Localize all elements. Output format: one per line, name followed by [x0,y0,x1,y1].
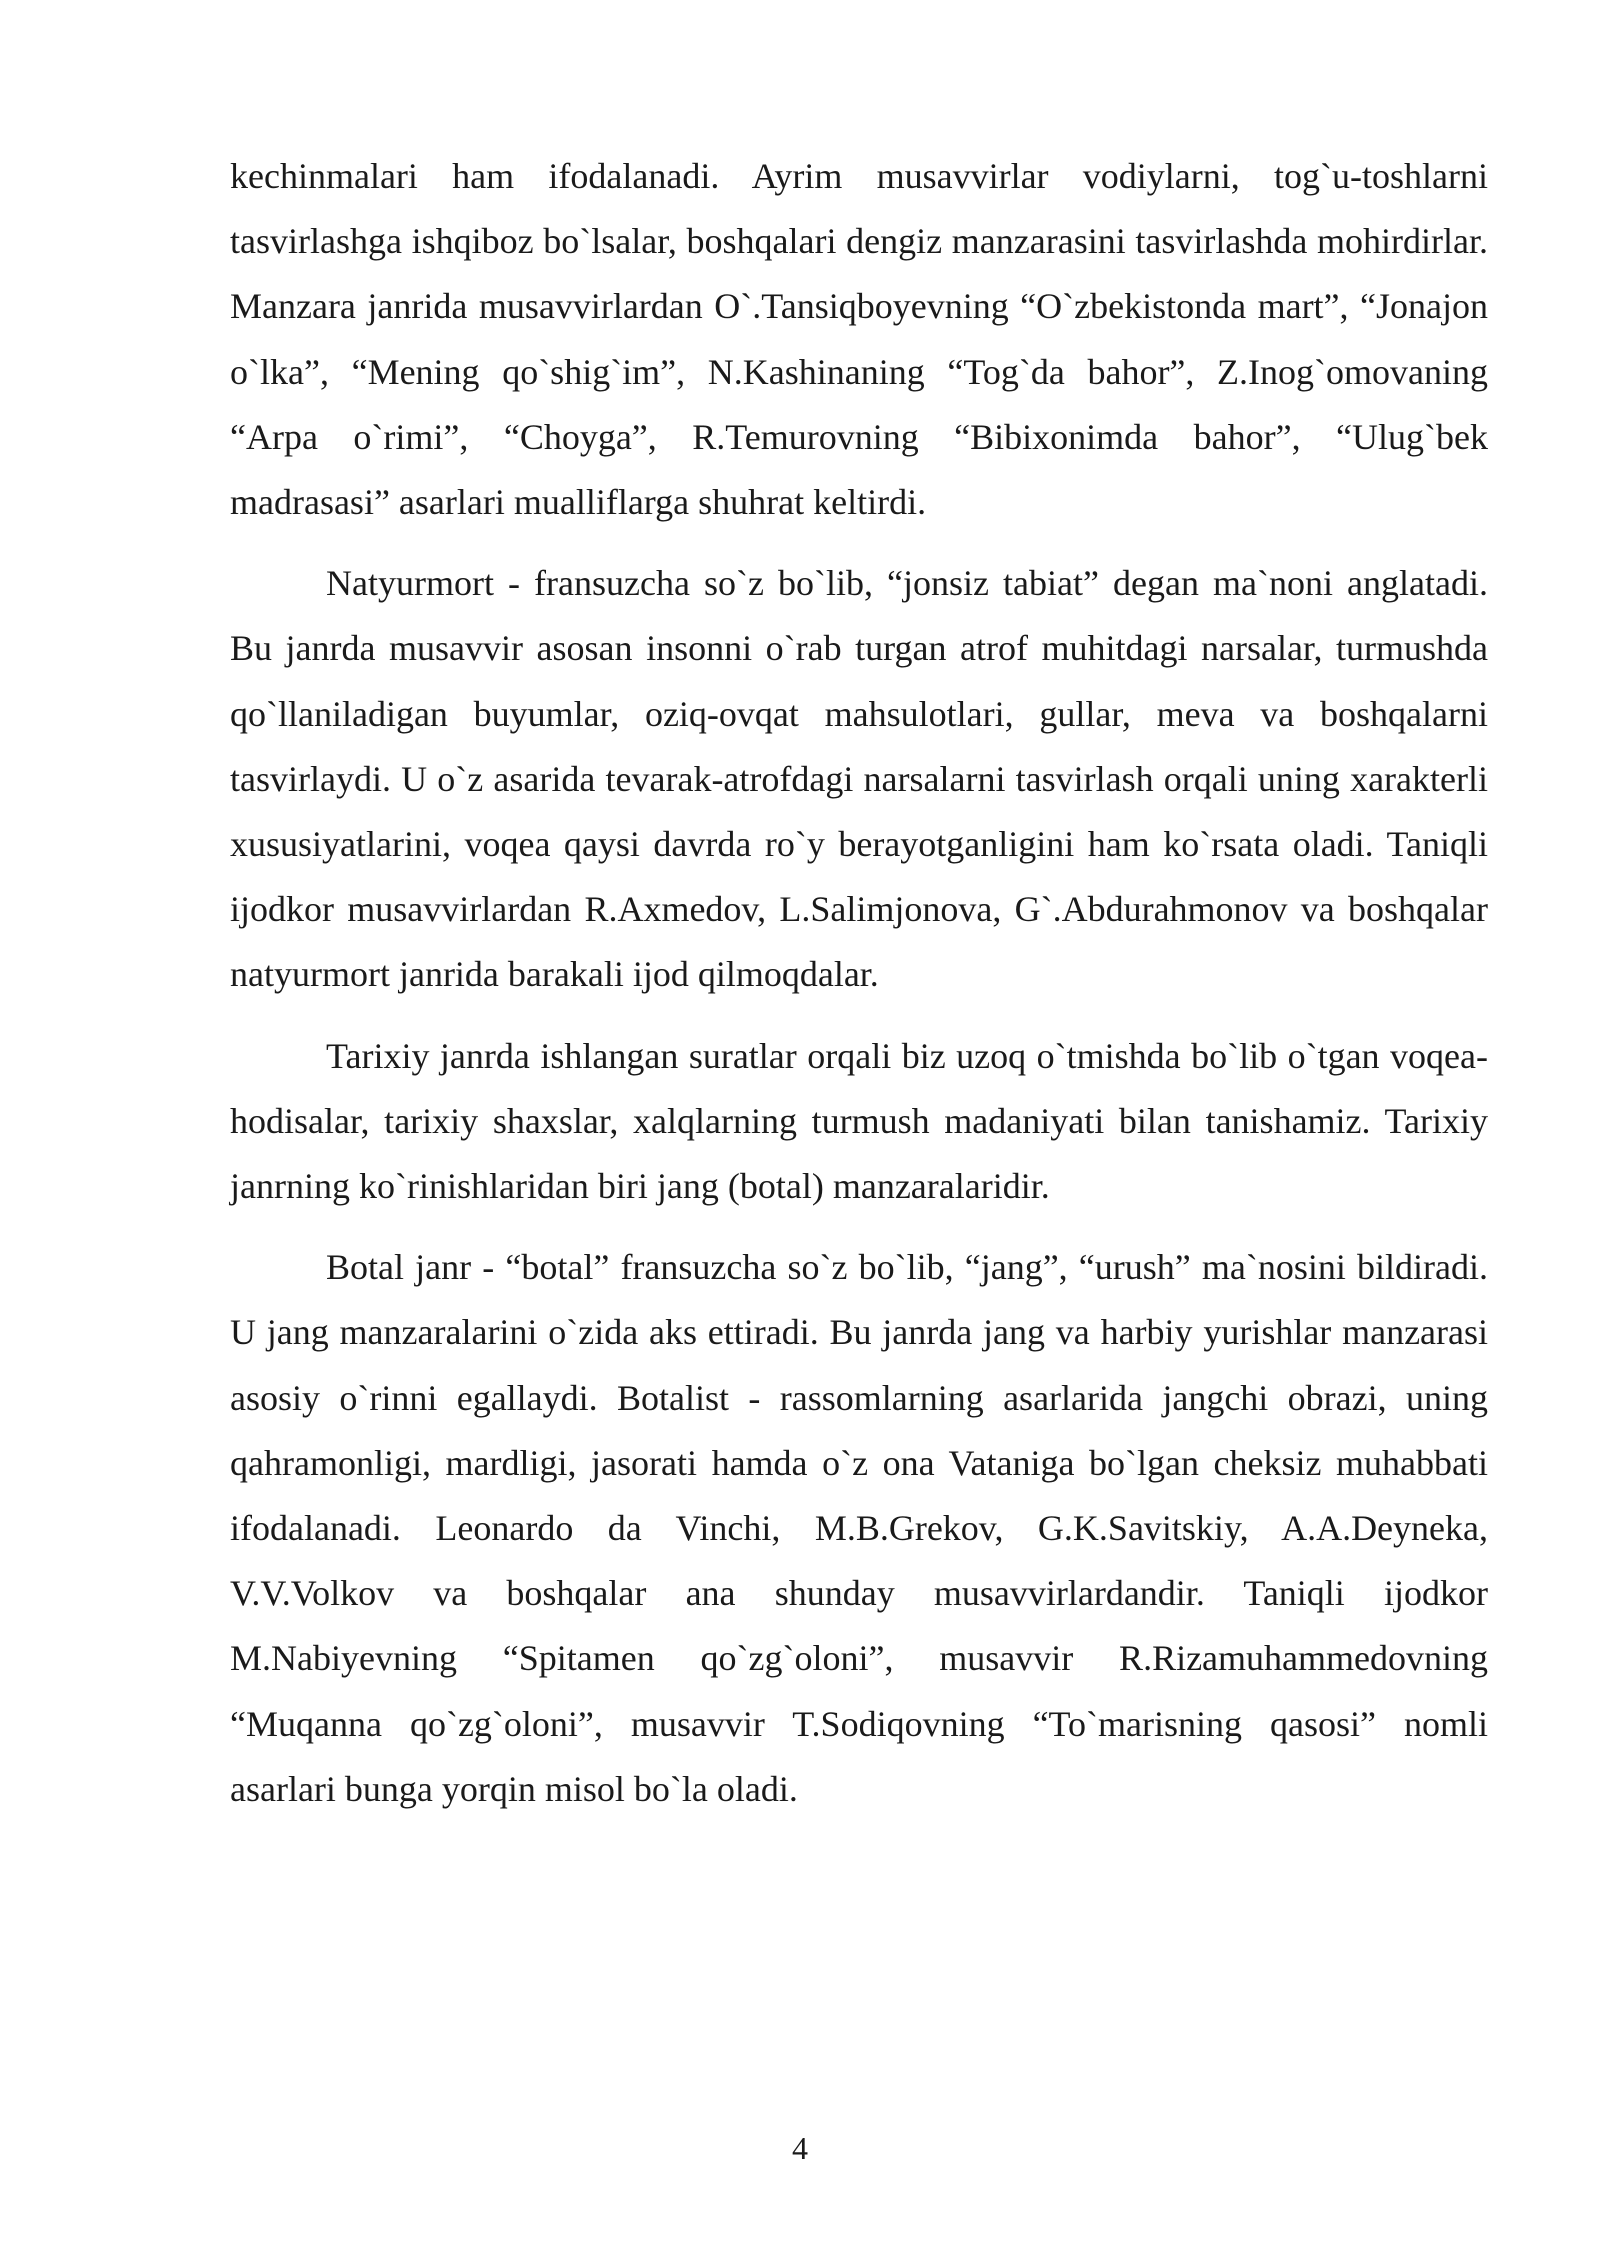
paragraph-tarixiy-janr: Tarixiy janrda ishlangan suratlar orqali biz uzoq o`tmishda bo`lib o`tgan voqea-hodisalar, tarixiy shaxslar, xalqlarning turmush madaniyati bilan tanishamiz. Tarixiy janrning ko`rinishlaridan biri jang (botal) manzaralaridir. [230,1035,1488,1207]
paragraph-natyurmort: Natyurmort - fransuzcha so`z bo`lib, “jonsiz tabiat” degan ma`noni anglatadi. Bu janrda musavvir asosan insonni o`rab turgan atrof muhitdagi narsalar, turmushda qo`llaniladigan buyumlar, oziq-ovqat mahsulotlari, gullar, meva va boshqalarni tasvirlaydi. U o`z asarida tevarak-atrofdagi narsalarni tasvirlash orqali uning xarakterli xususiyatlarini, voqea qaysi davrda ro`y berayotganligini ham ko`rsata oladi. Taniqli ijodkor musavvirlardan R.Axmedov, L.Salimjonova, G`.Abdurahmonov va boshqalar natyurmort janrida barakali ijod qilmoqdalar. [230,563,1488,995]
document-body [230,144,1488,1838]
page-number: 4 [792,2130,808,2166]
paragraph-botal-janr: Botal janr - “botal” fransuzcha so`z bo`lib, “jang”, “urush” ma`nosini bildiradi. U jang manzaralarini o`zida aks ettiradi. Bu janrda jang va harbiy yurishlar manzarasi asosiy o`rinni egallaydi. Botalist - rassomlarning asarlarida jangchi obrazi, uning qahramonligi, mardligi, jasorati hamda o`z ona Vataniga bo`lgan cheksiz muhabbati ifodalanadi. Leonardo da Vinchi, M.B.Grekov, G.K.Savitskiy, A.A.Deyneka, V.V.Volkov va boshqalar ana shunday musavvirlardandir. Taniqli ijodkor M.Nabiyevning “Spitamen qo`zg`oloni”, musavvir R.Rizamuhammedovning “Muqanna qo`zg`oloni”, musavvir T.Sodiqovning “To`marisning qasosi” nomli asarlari bunga yorqin misol bo`la oladi. [230,1247,1488,1809]
paragraph-continuation: kechinmalari ham ifodalanadi. Ayrim musavvirlar vodiylarni, tog`u-toshlarni tasvirlashga ishqiboz bo`lsalar, boshqalari dengiz manzarasini tasvirlashda mohirdirlar. Manzara janrida musavvirlardan O`.Tansiqboyevning “O`zbekistonda mart”, “Jonajon o`lka”, “Mening qo`shig`im”, N.Kashinaning “Tog`da bahor”, Z.Inog`omovaning “Arpa o`rimi”, “Choyga”, R.Temurovning “Bibixonimda bahor”, “Ulug`bek madrasasi” asarlari mualliflarga shuhrat keltirdi. [230,156,1488,523]
